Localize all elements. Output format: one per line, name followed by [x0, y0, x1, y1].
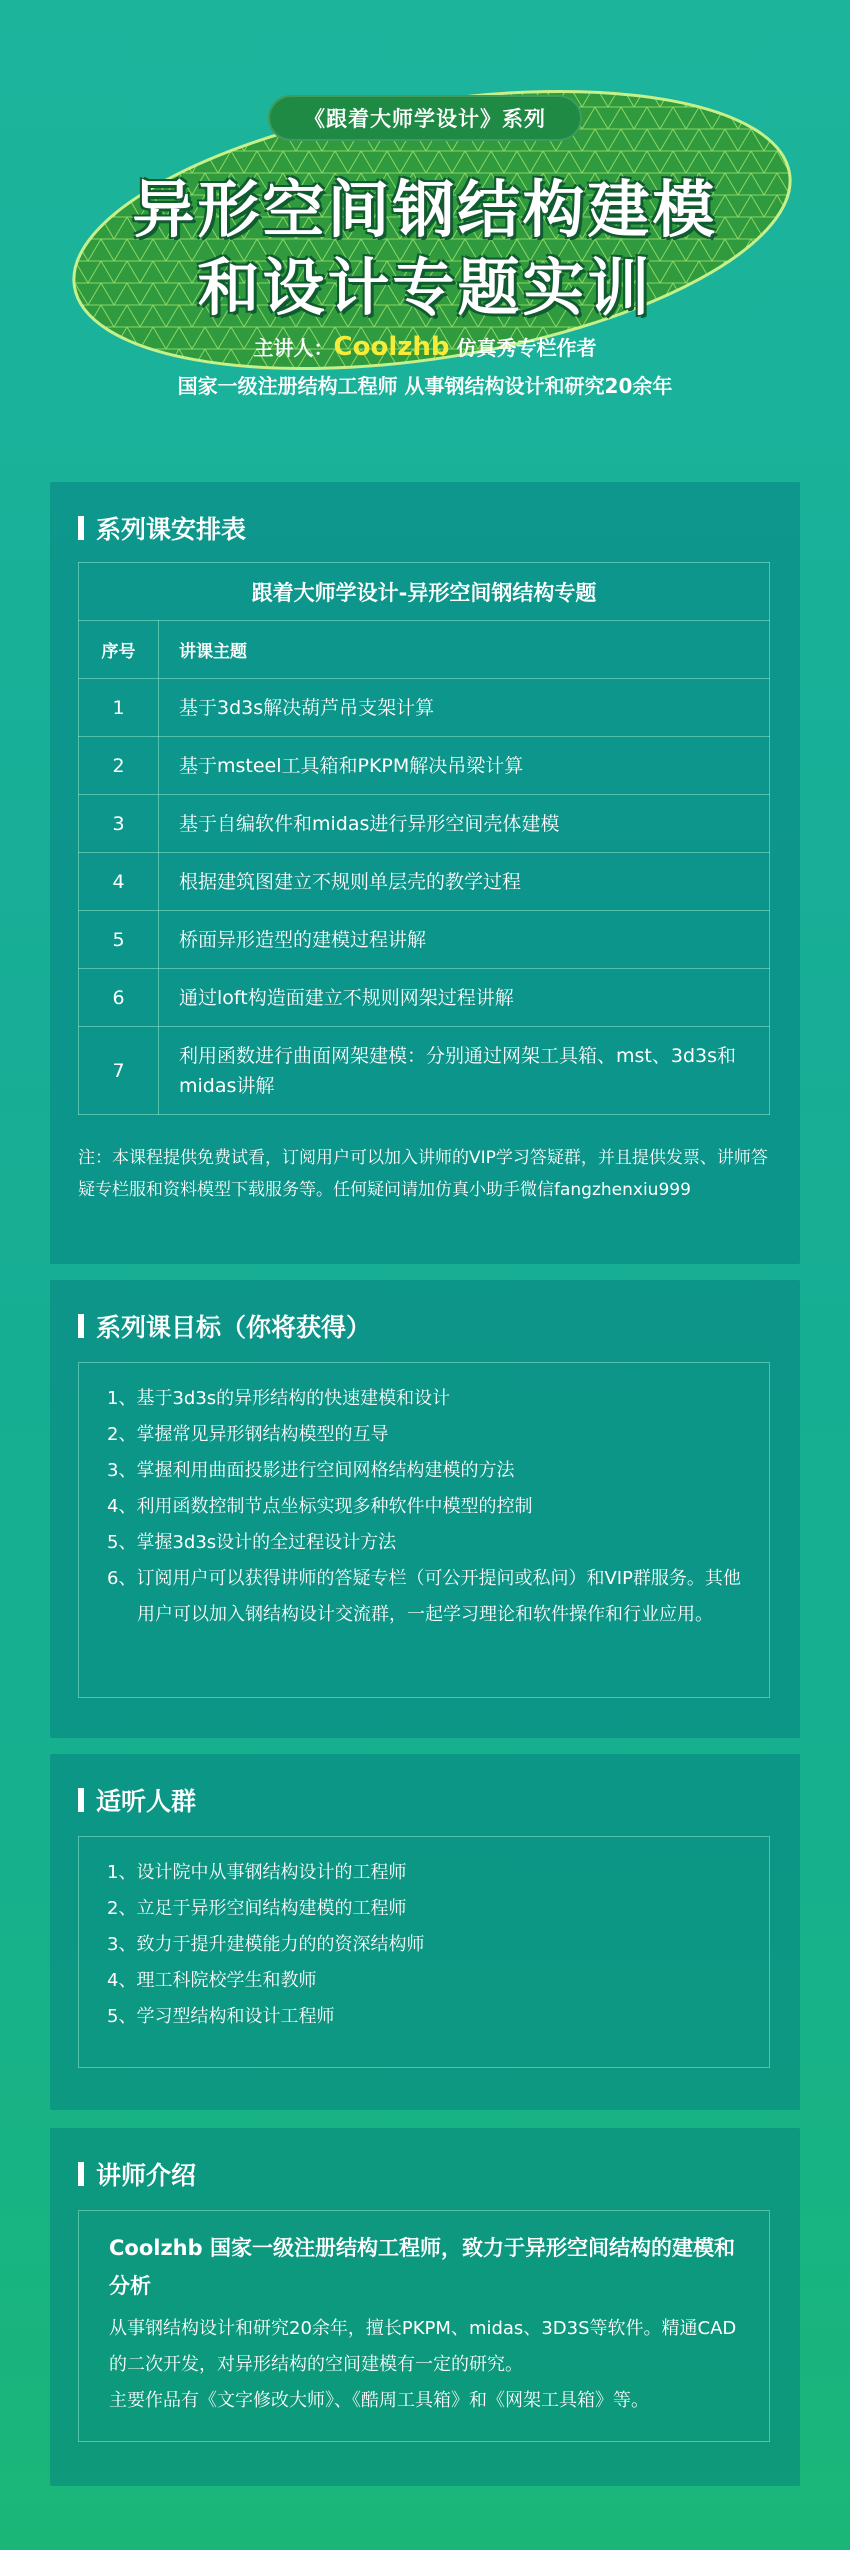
section-marker-icon	[78, 516, 84, 540]
row-topic: 基于自编软件和midas进行异形空间壳体建模	[159, 795, 770, 853]
instructor-headline: Coolzhb 国家一级注册结构工程师，致力于异形空间结构的建模和分析	[109, 2236, 735, 2298]
row-no: 5	[79, 911, 159, 969]
audience-box	[78, 1836, 770, 2068]
list-item: 3、掌握利用曲面投影进行空间网格结构建模的方法	[107, 1460, 515, 1481]
schedule-table-wrap	[78, 562, 770, 1115]
list-item: 5、学习型结构和设计工程师	[107, 2006, 335, 2027]
list-item: 6、订阅用户可以获得讲师的答疑专栏（可公开提问或私问）和VIP群服务。其他用户可以加入钢结构设计交流群，一起学习理论和软件操作和行业应用。	[107, 1568, 741, 1625]
audience-section-title: 适听人群	[78, 1782, 196, 1818]
presenter-prefix: 主讲人：	[253, 336, 334, 360]
instructor-card	[50, 2128, 800, 2486]
header-banner	[0, 0, 850, 445]
list-item: 1、基于3d3s的异形结构的快速建模和设计	[107, 1388, 451, 1409]
column-header-no: 序号	[79, 621, 159, 679]
list-item: 4、理工科院校学生和教师	[107, 1970, 317, 1991]
row-no: 4	[79, 853, 159, 911]
audience-card	[50, 1754, 800, 2110]
column-header-topic: 讲课主题	[159, 621, 770, 679]
row-topic: 根据建筑图建立不规则单层壳的教学过程	[159, 853, 770, 911]
section-marker-icon	[78, 1314, 84, 1338]
row-no: 1	[79, 679, 159, 737]
row-topic: 利用函数进行曲面网架建模：分别通过网架工具箱、mst、3d3s和midas讲解	[159, 1027, 770, 1115]
instructor-box	[78, 2210, 770, 2442]
row-topic: 桥面异形造型的建模过程讲解	[159, 911, 770, 969]
row-no: 2	[79, 737, 159, 795]
section-marker-icon	[78, 1788, 84, 1812]
list-item: 4、利用函数控制节点坐标实现多种软件中模型的控制	[107, 1496, 533, 1517]
row-topic: 通过loft构造面建立不规则网架过程讲解	[159, 969, 770, 1027]
schedule-card	[50, 482, 800, 1264]
instructor-section-title: 讲师介绍	[78, 2156, 196, 2192]
goals-box	[78, 1362, 770, 1698]
row-no: 6	[79, 969, 159, 1027]
table-row	[79, 679, 770, 737]
table-row	[79, 737, 770, 795]
instructor-works: 主要作品有《文字修改大师》、《酷周工具箱》和《网架工具箱》等。	[109, 2390, 649, 2411]
schedule-section-title: 系列课安排表	[78, 510, 246, 546]
row-topic: 基于3d3s解决葫芦吊支架计算	[159, 679, 770, 737]
goals-section-title: 系列课目标（你将获得）	[78, 1308, 371, 1344]
list-item: 5、掌握3d3s设计的全过程设计方法	[107, 1532, 397, 1553]
table-title: 跟着大师学设计-异形空间钢结构专题	[79, 563, 770, 621]
presenter-suffix: 仿真秀专栏作者	[449, 336, 597, 360]
list-item: 3、致力于提升建模能力的的资深结构师	[107, 1934, 425, 1955]
row-topic: 基于msteel工具箱和PKPM解决吊梁计算	[159, 737, 770, 795]
goals-card	[50, 1280, 800, 1738]
series-label: 《跟着大师学设计》系列	[268, 95, 582, 141]
schedule-table	[78, 562, 770, 1115]
page-title-line1: 异形空间钢结构建模	[132, 173, 718, 246]
table-row	[79, 969, 770, 1027]
goals-list	[89, 1381, 749, 1633]
list-item: 2、立足于异形空间结构建模的工程师	[107, 1898, 407, 1919]
table-row	[79, 853, 770, 911]
presenter-line	[0, 332, 850, 362]
list-item: 1、设计院中从事钢结构设计的工程师	[107, 1862, 407, 1883]
table-row	[79, 1027, 770, 1115]
presenter-name: Coolzhb	[333, 332, 450, 362]
table-row	[79, 795, 770, 853]
audience-list	[89, 1855, 749, 2035]
page-title-line2: 和设计专题实训	[197, 251, 653, 324]
schedule-note: 注：本课程提供免费试看，订阅用户可以加入讲师的VIP学习答疑群，并且提供发票、讲师答疑专栏服和资料模型下载服务等。任何疑问请加仿真小助手微信fangzhenxiu999	[78, 1148, 768, 1200]
list-item: 2、掌握常见异形钢结构模型的互导	[107, 1424, 389, 1445]
section-marker-icon	[78, 2162, 84, 2186]
row-no: 7	[79, 1027, 159, 1115]
table-row	[79, 911, 770, 969]
presenter-credential: 国家一级注册结构工程师 从事钢结构设计和研究20余年	[177, 374, 673, 398]
instructor-bio: 从事钢结构设计和研究20余年，擅长PKPM、midas、3D3S等软件。精通CAD的二次开发，对异形结构的空间建模有一定的研究。	[109, 2318, 737, 2375]
row-no: 3	[79, 795, 159, 853]
